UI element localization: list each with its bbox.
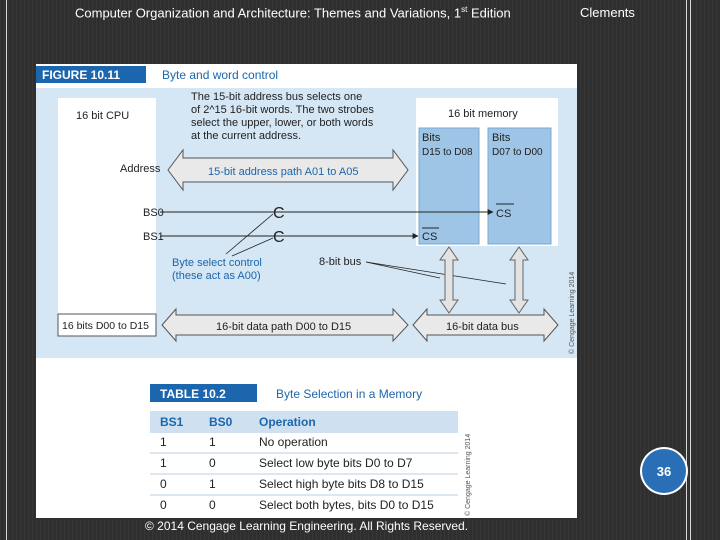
- table-caption: Byte Selection in a Memory: [276, 387, 423, 401]
- mem-data-label: 16-bit data bus: [446, 321, 519, 333]
- table-cell: 0: [209, 456, 216, 470]
- bit8-bus-label: 8-bit bus: [319, 256, 362, 268]
- bs0-inverter: C: [273, 205, 285, 222]
- bits-low-label-1: Bits: [492, 132, 511, 144]
- memory-label: 16 bit memory: [448, 108, 518, 120]
- table-cell: Select both bytes, bits D0 to D15: [259, 498, 434, 512]
- page-number-badge: 36: [642, 449, 686, 493]
- cpu-label: 16 bit CPU: [76, 110, 130, 122]
- table-copyright: © Cengage Learning 2014: [465, 433, 472, 516]
- slide-title-sup: st: [461, 5, 468, 14]
- table-row: [160, 456, 413, 470]
- table-cell: 0: [160, 498, 167, 512]
- table-header-operation: Operation: [259, 415, 316, 429]
- bs1-inverter: C: [273, 229, 285, 246]
- bs1-label: BS1: [143, 231, 164, 243]
- bs0-label: BS0: [143, 207, 164, 219]
- slide-author: Clements: [580, 5, 635, 20]
- left-border-line: [6, 0, 7, 540]
- right-border-line: [686, 0, 687, 540]
- figure-caption: Byte and word control: [162, 68, 279, 82]
- table-header-bs0: BS0: [209, 415, 233, 429]
- cpu-block: [58, 98, 156, 336]
- byte-select-label-1: Byte select control: [172, 257, 262, 269]
- note-line-2: of 2^15 16-bit words. The two strobes: [191, 104, 374, 116]
- figure-label: FIGURE 10.11: [42, 68, 121, 82]
- memory-high-bank: [419, 128, 479, 244]
- table-cell: 1: [209, 435, 216, 449]
- bits-low-label-2: D07 to D00: [492, 147, 543, 158]
- figure-frame: [36, 64, 577, 518]
- data-path-label: 16-bit data path D00 to D15: [216, 321, 352, 333]
- table-row: [160, 498, 434, 512]
- memory-low-bank: [488, 128, 551, 244]
- slide-title-main: Computer Organization and Architecture: Themes and Variations, 1: [75, 5, 462, 21]
- table-row: [160, 435, 328, 449]
- bits-high-label-1: Bits: [422, 132, 441, 144]
- note-line-4: at the current address.: [191, 130, 302, 142]
- table-cell: Select high byte bits D8 to D15: [259, 477, 424, 491]
- address-path-label: 15-bit address path A01 to A05: [208, 166, 359, 178]
- slide-title-suffix: Edition: [467, 5, 511, 21]
- table-cell: 1: [209, 477, 216, 491]
- table-cell: 1: [160, 435, 167, 449]
- table-cell: No operation: [259, 435, 328, 449]
- address-label: Address: [120, 163, 161, 175]
- cs-low-label: CS: [496, 208, 512, 220]
- table-header-bs1: BS1: [160, 415, 184, 429]
- bits-high-label-2: D15 to D08: [422, 147, 473, 158]
- table-cell: 1: [160, 456, 167, 470]
- note-line-1: The 15-bit address bus selects one: [191, 91, 363, 103]
- note-line-3: select the upper, lower, or both words: [191, 117, 374, 129]
- table-cell: Select low byte bits D0 to D7: [259, 456, 413, 470]
- byte-select-label-2: (these act as A00): [172, 270, 261, 282]
- figure-copyright: © Cengage Learning 2014: [569, 271, 576, 354]
- cs-high-label: CS: [422, 231, 438, 243]
- byte-word-control-figure: [36, 64, 577, 518]
- table-cell: 0: [160, 477, 167, 491]
- cpu-data-label: 16 bits D00 to D15: [62, 320, 149, 332]
- table-label: TABLE 10.2: [160, 387, 226, 401]
- table-cell: 0: [209, 498, 216, 512]
- table-row: [160, 477, 424, 491]
- right-border-line-2: [690, 0, 691, 540]
- footer-copyright: © 2014 Cengage Learning Engineering. All Rights Reserved.: [145, 519, 469, 533]
- slide-title: [75, 5, 511, 20]
